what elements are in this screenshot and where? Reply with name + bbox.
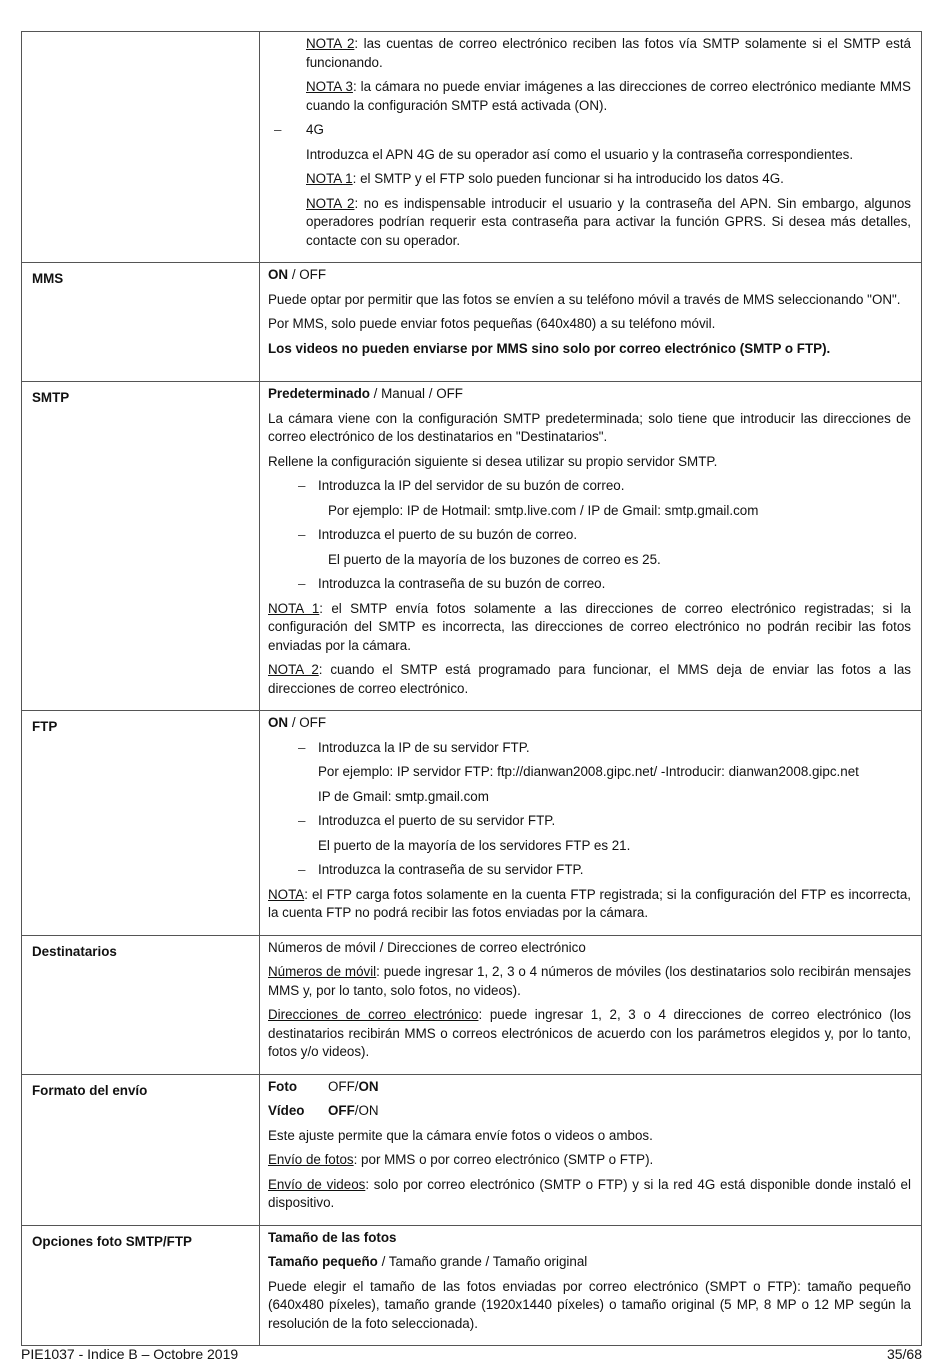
video-setting: Vídeo OFF/ON xyxy=(268,1103,379,1118)
table-row xyxy=(22,711,922,936)
table-row xyxy=(22,1225,922,1346)
list-item: – Introduzca la contraseña de su buzón de correo. xyxy=(268,575,911,594)
options: Tamaño pequeño / Tamaño grande / Tamaño original xyxy=(268,1254,588,1269)
paragraph: Envío de fotos: por MMS o por correo electrónico (SMTP o FTP). xyxy=(268,1152,654,1167)
example: El puerto de la mayoría de los buzones de correo es 25. xyxy=(328,551,661,567)
content-cell xyxy=(260,263,922,382)
content-cell xyxy=(260,935,922,1074)
note: NOTA 1: el SMTP y el FTP solo pueden funcionar si ha introducido los datos 4G. xyxy=(306,171,784,186)
note: NOTA 2: las cuentas de correo electrónico reciben las fotos vía SMTP solamente si el SMTP está funcionando. xyxy=(306,36,911,70)
table-row xyxy=(22,263,922,382)
list-item: – 4G xyxy=(268,121,911,140)
list-item: – Introduzca el puerto de su buzón de correo. xyxy=(268,526,911,545)
options: Predeterminado / Manual / OFF xyxy=(268,386,463,401)
list-item: – Introduzca la contraseña de su servidor FTP. xyxy=(268,861,911,880)
paragraph: Introduzca el APN 4G de su operador así como el usuario y la contraseña correspondientes. xyxy=(306,146,854,162)
options: ON / OFF xyxy=(268,267,327,282)
paragraph: Rellene la configuración siguiente si desea utilizar su propio servidor SMTP. xyxy=(268,453,718,469)
content-cell xyxy=(260,1074,922,1225)
paragraph: Puede optar por permitir que las fotos se envíen a su teléfono móvil a través de MMS seleccionando "ON". xyxy=(268,291,901,307)
content-cell xyxy=(260,711,922,936)
list-item: – Introduzca el puerto de su servidor FTP. xyxy=(268,812,911,831)
subheading: Tamaño de las fotos xyxy=(268,1229,397,1245)
paragraph: Los videos no pueden enviarse por MMS sino solo por correo electrónico (SMTP o FTP). xyxy=(268,340,831,356)
row-label-formato: Formato del envío xyxy=(22,1074,260,1225)
row-label-ftp: FTP xyxy=(22,711,260,936)
paragraph: Este ajuste permite que la cámara envíe fotos o videos o ambos. xyxy=(268,1127,653,1143)
note: NOTA 2: no es indispensable introducir el usuario y la contraseña del APN. Sin embargo, algunos operadores podrían requerir esta contraseña para activar la función GPRS. Si desea más detalles, contacte con su operador. xyxy=(306,195,912,248)
list-item: – Introduzca la IP del servidor de su buzón de correo. xyxy=(268,477,911,496)
paragraph: Números de móvil / Direcciones de correo electrónico xyxy=(268,939,586,955)
paragraph: Números de móvil: puede ingresar 1, 2, 3 o 4 números de móviles (los destinatarios solo recibirán mensajes MMS y, por lo tanto, solo fotos, no videos). xyxy=(268,964,911,998)
empty-label-cell xyxy=(22,32,260,263)
example: El puerto de la mayoría de los servidores FTP es 21. xyxy=(318,837,631,853)
row-label-mms: MMS xyxy=(22,263,260,382)
paragraph: Direcciones de correo electrónico: puede ingresar 1, 2, 3 o 4 direcciones de correo electrónico (los destinatarios recibirán MMS o correos electrónicos de acuerdo con los parámetros elegidos y, por lo tanto, fotos y/o videos). xyxy=(268,1007,911,1059)
content-cell xyxy=(260,1225,922,1346)
example: Por ejemplo: IP de Hotmail: smtp.live.com / IP de Gmail: smtp.gmail.com xyxy=(328,502,759,518)
note: NOTA 1: el SMTP envía fotos solamente a las direcciones de correo electrónico registradas; si la configuración del SMTP es incorrecta, las direcciones de correo electrónico no podrán recibir las fotos enviadas por la cámara. xyxy=(268,600,911,653)
row-label-destinatarios: Destinatarios xyxy=(22,935,260,1074)
example: Por ejemplo: IP servidor FTP: ftp://dianwan2008.gipc.net/ -Introducir: dianwan2008.gipc.net xyxy=(318,764,859,779)
list-item: – Introduzca la IP de su servidor FTP. xyxy=(268,739,911,758)
table-row xyxy=(22,935,922,1074)
page-footer xyxy=(21,1346,922,1362)
note: NOTA 3: la cámara no puede enviar imágenes a las direcciones de correo electrónico mediante MMS cuando la configuración SMTP está activada (ON). xyxy=(306,79,911,113)
paragraph: La cámara viene con la configuración SMTP predeterminada; solo tiene que introducir las direcciones de correo electrónico de los destinatarios en "Destinatarios". xyxy=(268,410,911,444)
paragraph: Puede elegir el tamaño de las fotos enviadas por correo electrónico (SMPT o FTP): tamaño pequeño (640x480 píxeles), tamaño grande (1920x1440 píxeles) o tamaño original (5 MP, 8 MP o 12 MP según la resolución de la foto seleccionada). xyxy=(268,1278,911,1331)
example: IP de Gmail: smtp.gmail.com xyxy=(318,788,489,804)
page-number: 35/68 xyxy=(886,1346,922,1362)
paragraph: Envío de videos: solo por correo electrónico (SMTP o FTP) y si la red 4G está disponible donde instaló el dispositivo. xyxy=(268,1176,911,1210)
row-label-opciones: Opciones foto SMTP/FTP xyxy=(22,1225,260,1346)
note: NOTA: el FTP carga fotos solamente en la cuenta FTP registrada; si la configuración del FTP es incorrecta, la cuenta FTP no podrá recibir las fotos enviadas por la cámara. xyxy=(268,886,911,920)
content-cell xyxy=(260,382,922,711)
table-row xyxy=(22,1074,922,1225)
note: NOTA 2: cuando el SMTP está programado para funcionar, el MMS deja de enviar las fotos a las direcciones de correo electrónico. xyxy=(268,662,911,696)
row-label-smtp: SMTP xyxy=(22,382,260,711)
table-row xyxy=(22,32,922,263)
foto-setting: Foto OFF/ON xyxy=(268,1078,379,1094)
options: ON / OFF xyxy=(268,715,327,730)
table-row xyxy=(22,382,922,711)
paragraph: Por MMS, solo puede enviar fotos pequeñas (640x480) a su teléfono móvil. xyxy=(268,316,716,331)
content-cell xyxy=(260,32,922,263)
footer-doc-ref: PIE1037 - Indice B – Octobre 2019 xyxy=(21,1346,239,1362)
settings-table xyxy=(21,31,922,1346)
